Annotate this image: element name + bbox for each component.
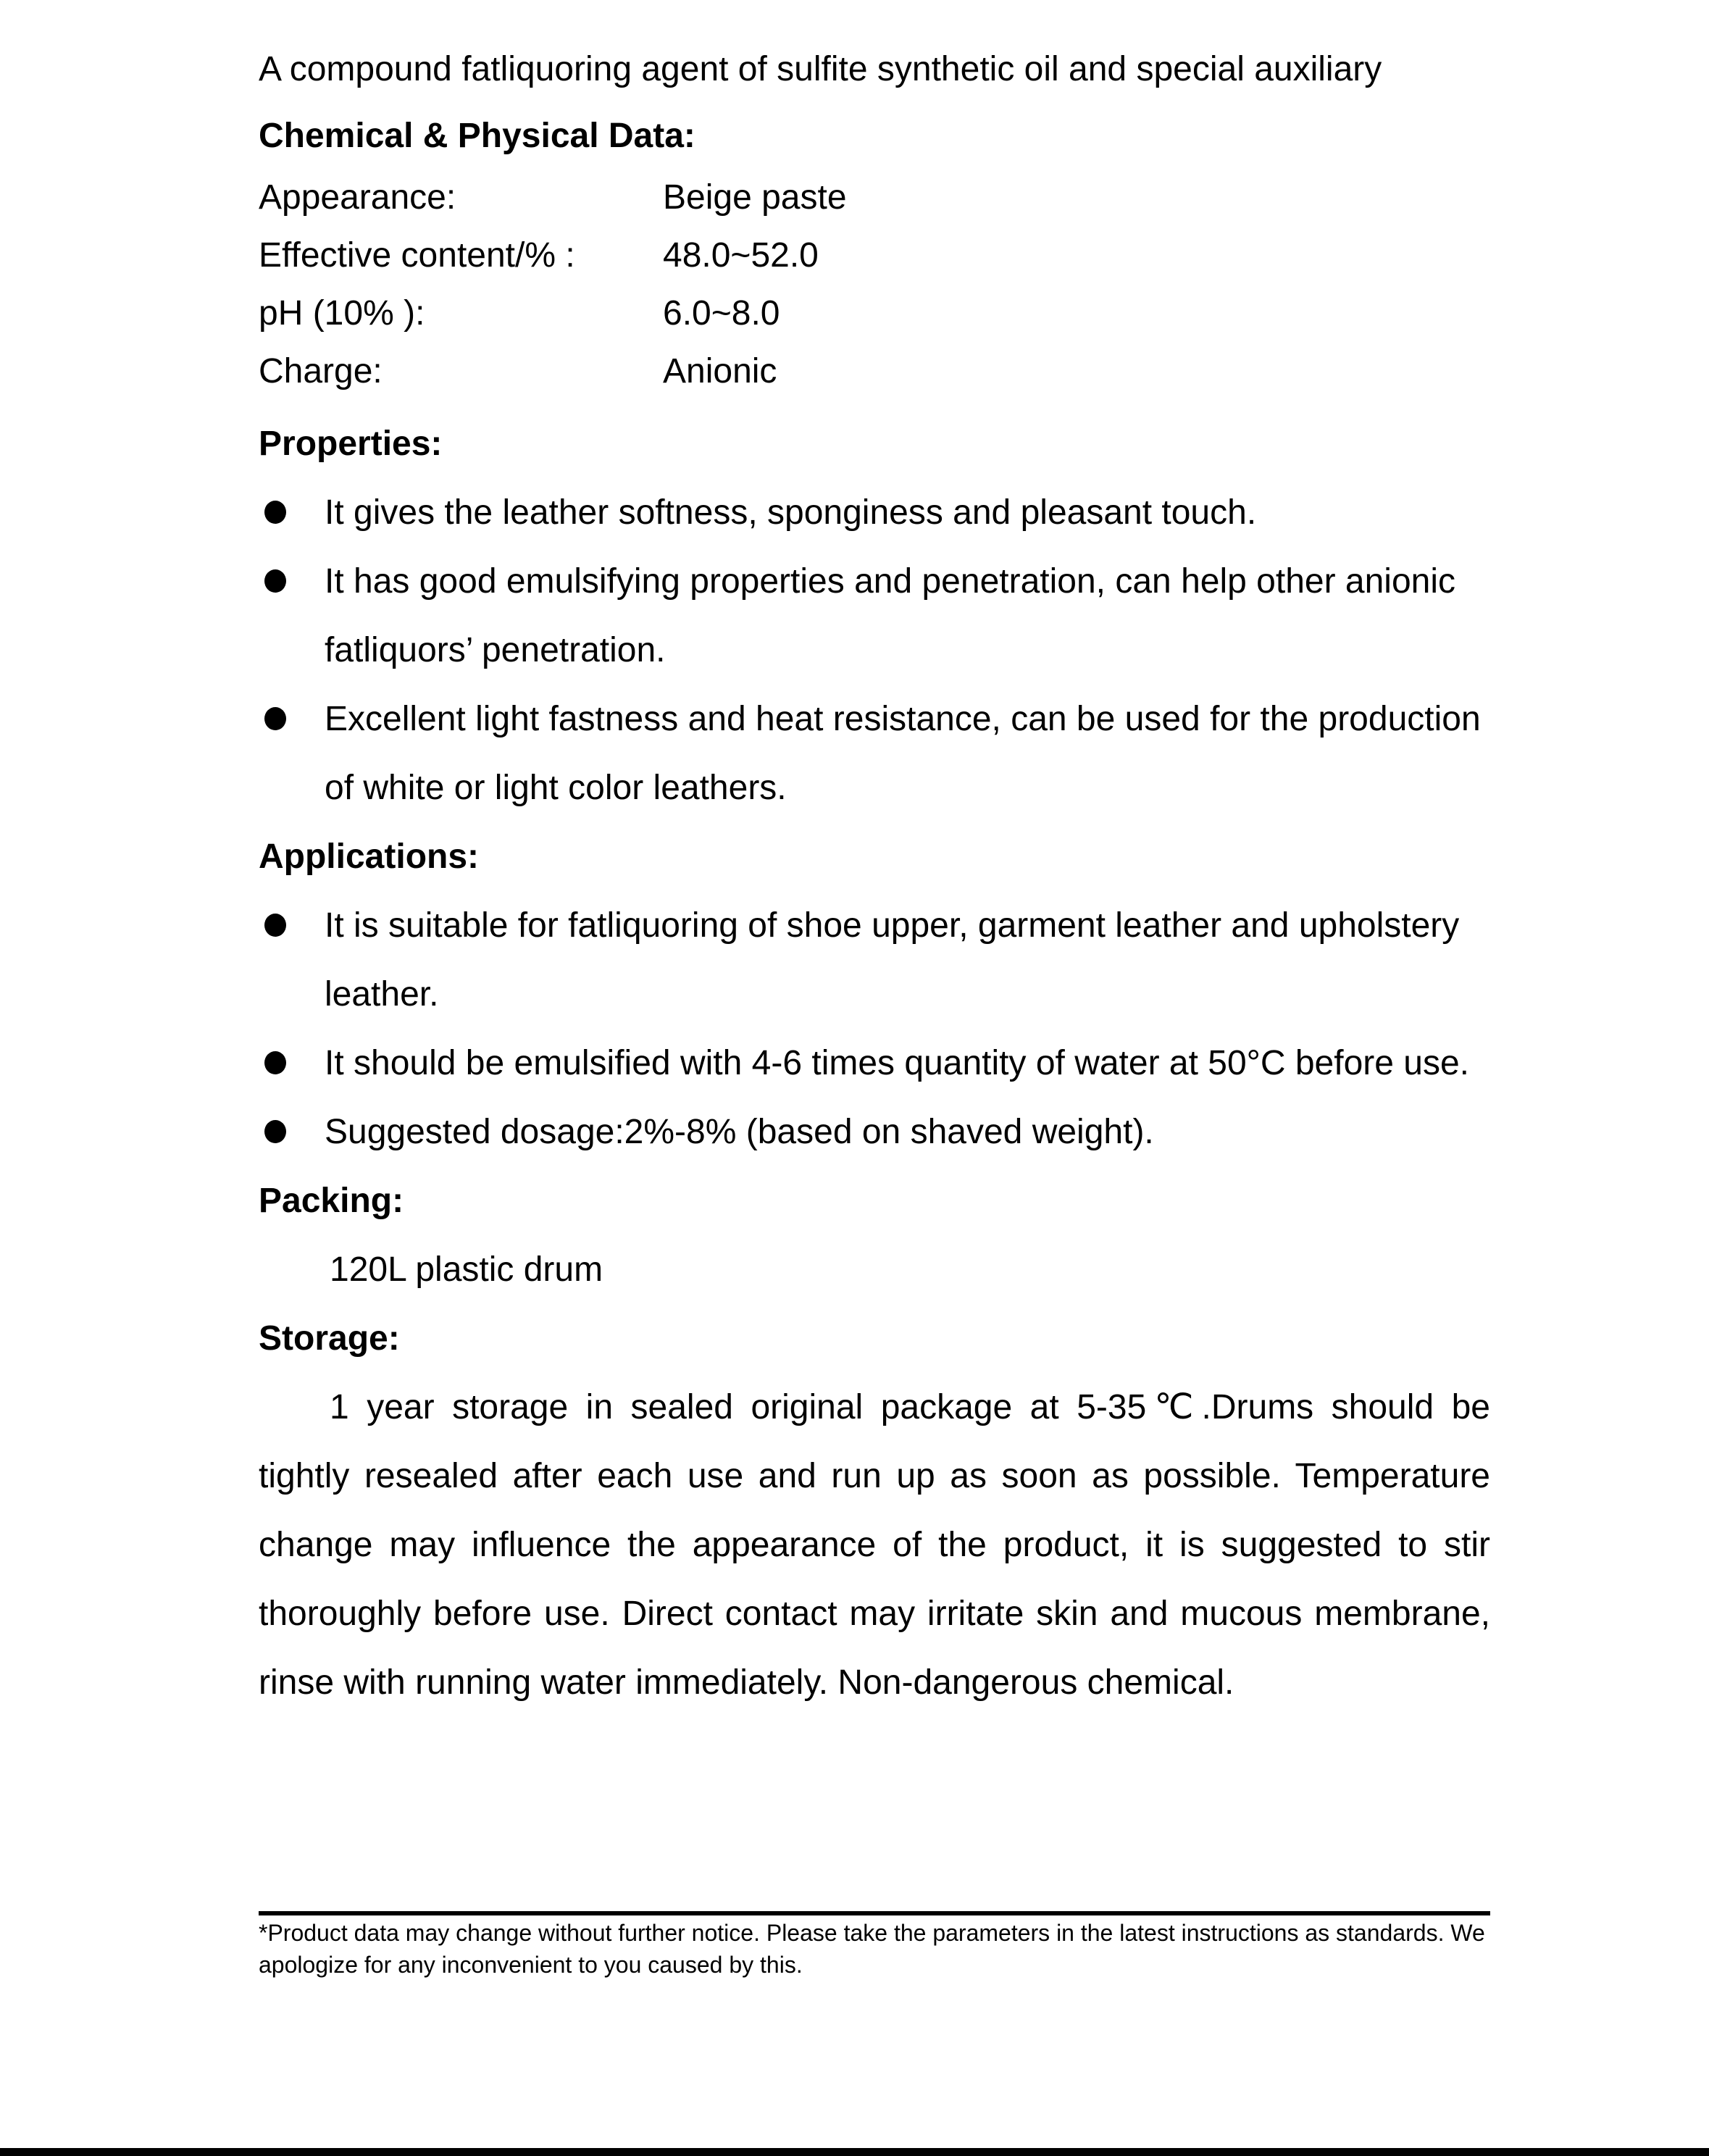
packing-heading: Packing: [259,1182,404,1220]
page-bottom-bar [0,2148,1709,2156]
data-value: Anionic [663,352,777,390]
bullet-text: It is suitable for fatliquoring of shoe upper, garment leather and upholstery leather. [325,906,1460,1014]
applications-bullet-item [259,891,1490,1029]
data-value: 48.0~52.0 [663,236,819,275]
data-label: pH (10% ): [259,294,425,333]
data-row-ph [259,285,1490,343]
properties-heading: Properties: [259,425,443,463]
properties-bullet-item [259,685,1490,822]
intro-line: A compound fatliquoring agent of sulfite synthetic oil and special auxiliary [259,50,1382,88]
data-row-appearance [259,169,1490,227]
data-row-effective-content [259,227,1490,285]
bullet-icon [264,707,286,730]
data-value: Beige paste [663,178,847,217]
bullet-icon [264,1051,286,1074]
bullet-icon [264,569,286,593]
data-label: Effective content/% : [259,236,575,275]
footnote: *Product data may change without further notice. Please take the parameters in the latest instructions as standards. We apologize for any inconvenient to you caused by this. [259,1920,1485,1978]
data-label: Appearance: [259,178,456,217]
applications-heading: Applications: [259,837,480,876]
bullet-text: It should be emulsified with 4-6 times quantity of water at 50°C before use. [325,1044,1470,1082]
properties-bullet-item [259,547,1490,685]
chemical-physical-data-heading: Chemical & Physical Data: [259,117,695,155]
bullet-icon [264,501,286,524]
bullet-icon [264,1120,286,1143]
bullet-icon [264,914,286,937]
bullet-text: Excellent light fastness and heat resistance, can be used for the production of white or light color leathers. [325,700,1481,807]
data-value: 6.0~8.0 [663,294,780,333]
storage-heading: Storage: [259,1319,400,1358]
bullet-text: It gives the leather softness, sponginess and pleasant touch. [325,493,1257,532]
document-content [259,35,1490,1981]
applications-bullet-item [259,1098,1490,1166]
packing-text: 120L plastic drum [330,1250,603,1289]
properties-bullet-item [259,478,1490,547]
bullet-text: It has good emulsifying properties and penetration, can help other anionic fatliquors’ penetration. [325,562,1456,669]
bullet-text: Suggested dosage:2%-8% (based on shaved weight). [325,1113,1154,1151]
footer [259,1911,1490,1981]
data-label: Charge: [259,352,383,390]
storage-paragraph: 1 year storage in sealed original package at 5-35℃.Drums should be tightly resealed after each use and run up as soon as possible. Temperature change may influence the appearance of the product, it is suggested to stir thoroughly before use. Direct contact may irritate skin and mucous membrane, rinse with running water immediately. Non-dangerous chemical. [259,1388,1490,1702]
data-row-charge [259,343,1490,401]
applications-bullet-item [259,1029,1490,1098]
